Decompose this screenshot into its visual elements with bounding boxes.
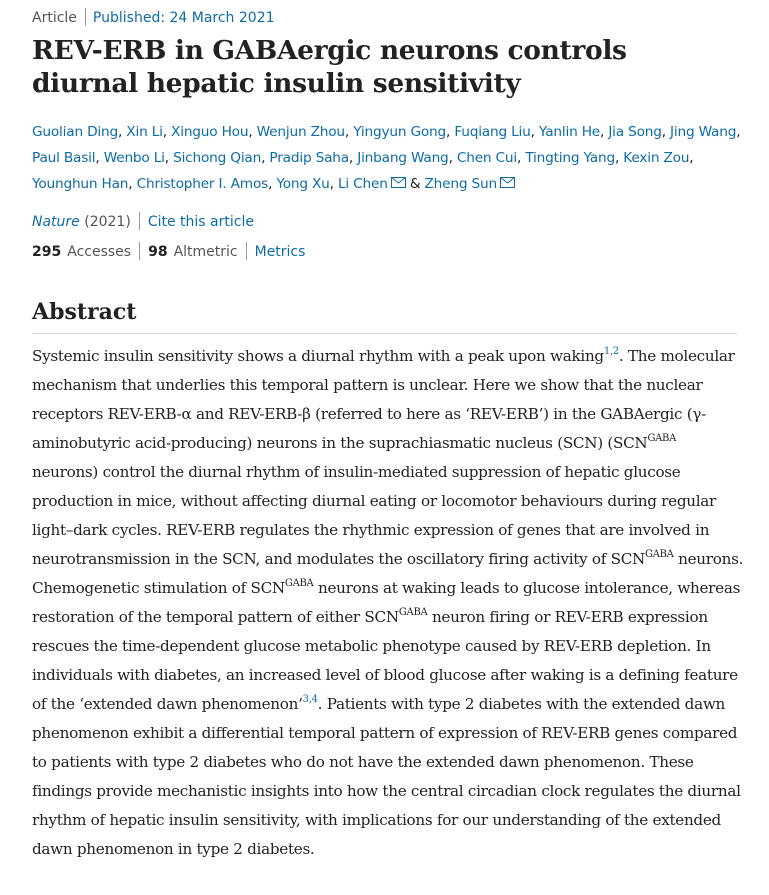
article-type: Article	[32, 10, 77, 26]
abstract-segment: neurons) control the diurnal rhythm of insulin-mediated suppression of hepatic glucose production in mice, without affecting diurnal eating or locomotor behaviours during regular light–dark cycles. REV-ERB regulates the rhythmic expression of genes that are involved in neurotransmission in the SCN, and modulates the oscillatory firing activity of SCN	[32, 463, 717, 568]
author-link[interactable]: Jia Song	[608, 124, 662, 140]
reference-link[interactable]: 3,4	[302, 694, 318, 705]
reference-link[interactable]: 1,2	[603, 346, 619, 357]
author-link[interactable]: Wenbo Li	[103, 150, 165, 166]
author-link[interactable]: Yanlin He	[538, 124, 601, 140]
email-icon[interactable]	[391, 171, 406, 197]
divider	[85, 8, 86, 26]
author-link[interactable]: Guolian Ding	[32, 124, 118, 140]
abstract-segment: neurons at waking leads to glucose intolerance, whereas restoration of the temporal pattern of either SCN	[32, 579, 741, 626]
abstract-text	[32, 342, 744, 864]
abstract-segment: neurons. Chemogenetic stimulation of SCN	[32, 550, 744, 597]
author-joiner: &	[409, 176, 421, 192]
superscript-gaba: GABA	[645, 549, 674, 560]
article-meta	[32, 8, 275, 26]
author-link[interactable]: Jing Wang	[670, 124, 737, 140]
divider	[139, 212, 140, 230]
accesses-count: 295	[32, 244, 62, 260]
author-link[interactable]: Pradip Saha	[269, 150, 349, 166]
published-date: Published: 24 March 2021	[92, 10, 275, 26]
abstract-segment: Systemic insulin sensitivity shows a diurnal rhythm with a peak upon waking	[32, 347, 604, 365]
superscript-gaba: GABA	[647, 433, 677, 444]
abstract-segment: . Patients with type 2 diabetes with the extended dawn phenomenon exhibit a differential temporal pattern of expression of REV-ERB genes compared to patients with type 2 diabetes who do not have the extended dawn phenomenon. These findings provide mechanistic insights into how the central circadian clock regulates the diurnal rhythm of hepatic insulin sensitivity, with implications for our understanding of the extended dawn phenomenon in type 2 diabetes.	[32, 695, 741, 858]
journal-info	[32, 212, 254, 230]
abstract-segment: neuron firing or REV-ERB expression rescues the time-dependent glucose metabolic phenotype caused by REV-ERB depletion. In individuals with diabetes, an increased level of blood glucose after waking is a defining feature of the ‘extended dawn phenomenon’	[32, 608, 738, 713]
abstract-heading: Abstract	[32, 299, 137, 325]
superscript-gaba: GABA	[284, 578, 314, 589]
author-link[interactable]: Li Chen	[337, 176, 388, 192]
journal-year: (2021)	[84, 214, 131, 230]
author-link[interactable]: Paul Basil	[32, 150, 96, 166]
accesses-label: Accesses	[67, 244, 132, 260]
author-link[interactable]: Sichong Qian	[173, 150, 262, 166]
abstract-segment: . The molecular mechanism that underlies this temporal pattern is unclear. Here we show that the nuclear receptors REV-ERB-α and REV-ERB-β (referred to here as ‘REV-ERB’) in the GABAergic (γ-aminobutyric acid-producing) neurons in the suprachiasmatic nucleus (SCN) (SCN	[32, 347, 735, 452]
author-link[interactable]: Yingyun Gong	[353, 124, 446, 140]
divider	[246, 242, 247, 260]
author-link[interactable]: Xin Li	[126, 124, 163, 140]
metrics-link[interactable]: Metrics	[254, 244, 306, 260]
author-link[interactable]: Kexin Zou	[623, 150, 690, 166]
author-link[interactable]: Christopher I. Amos	[136, 176, 269, 192]
author-link[interactable]: Xinguo Hou	[171, 124, 249, 140]
section-divider	[32, 333, 737, 334]
author-link[interactable]: Jinbang Wang	[357, 150, 449, 166]
cite-article-link[interactable]: Cite this article	[147, 214, 254, 230]
altmetric-label: Altmetric	[173, 244, 238, 260]
author-list: Guolian Ding, Xin Li, Xinguo Hou, Wenjun Zhou, Yingyun Gong, Fuqiang Liu, Yanlin He, Jia Song, Jing Wang, Paul Basil, Wenbo Li, Sichong Qian, Pradip Saha, Jinbang Wang, Chen Cui, Tingting Yang, Kexin Zou, Younghun Han, Christopher I. Amos, Yong Xu, Li Chen & Zheng Sun	[32, 119, 742, 197]
superscript-gaba: GABA	[398, 607, 428, 618]
altmetric-count: 98	[148, 244, 168, 260]
author-link[interactable]: Wenjun Zhou	[256, 124, 345, 140]
author-link[interactable]: Chen Cui	[456, 150, 517, 166]
article-title: REV-ERB in GABAergic neurons controls diurnal hepatic insulin sensitivity	[32, 35, 627, 99]
article-metrics	[32, 242, 305, 260]
author-link[interactable]: Yong Xu	[276, 176, 330, 192]
author-link[interactable]: Tingting Yang	[525, 150, 615, 166]
author-link[interactable]: Fuqiang Liu	[454, 124, 531, 140]
author-link[interactable]: Zheng Sun	[424, 176, 497, 192]
email-icon[interactable]	[500, 171, 515, 197]
divider	[139, 242, 140, 260]
author-link[interactable]: Younghun Han	[32, 176, 129, 192]
journal-name[interactable]: Nature	[32, 214, 80, 230]
